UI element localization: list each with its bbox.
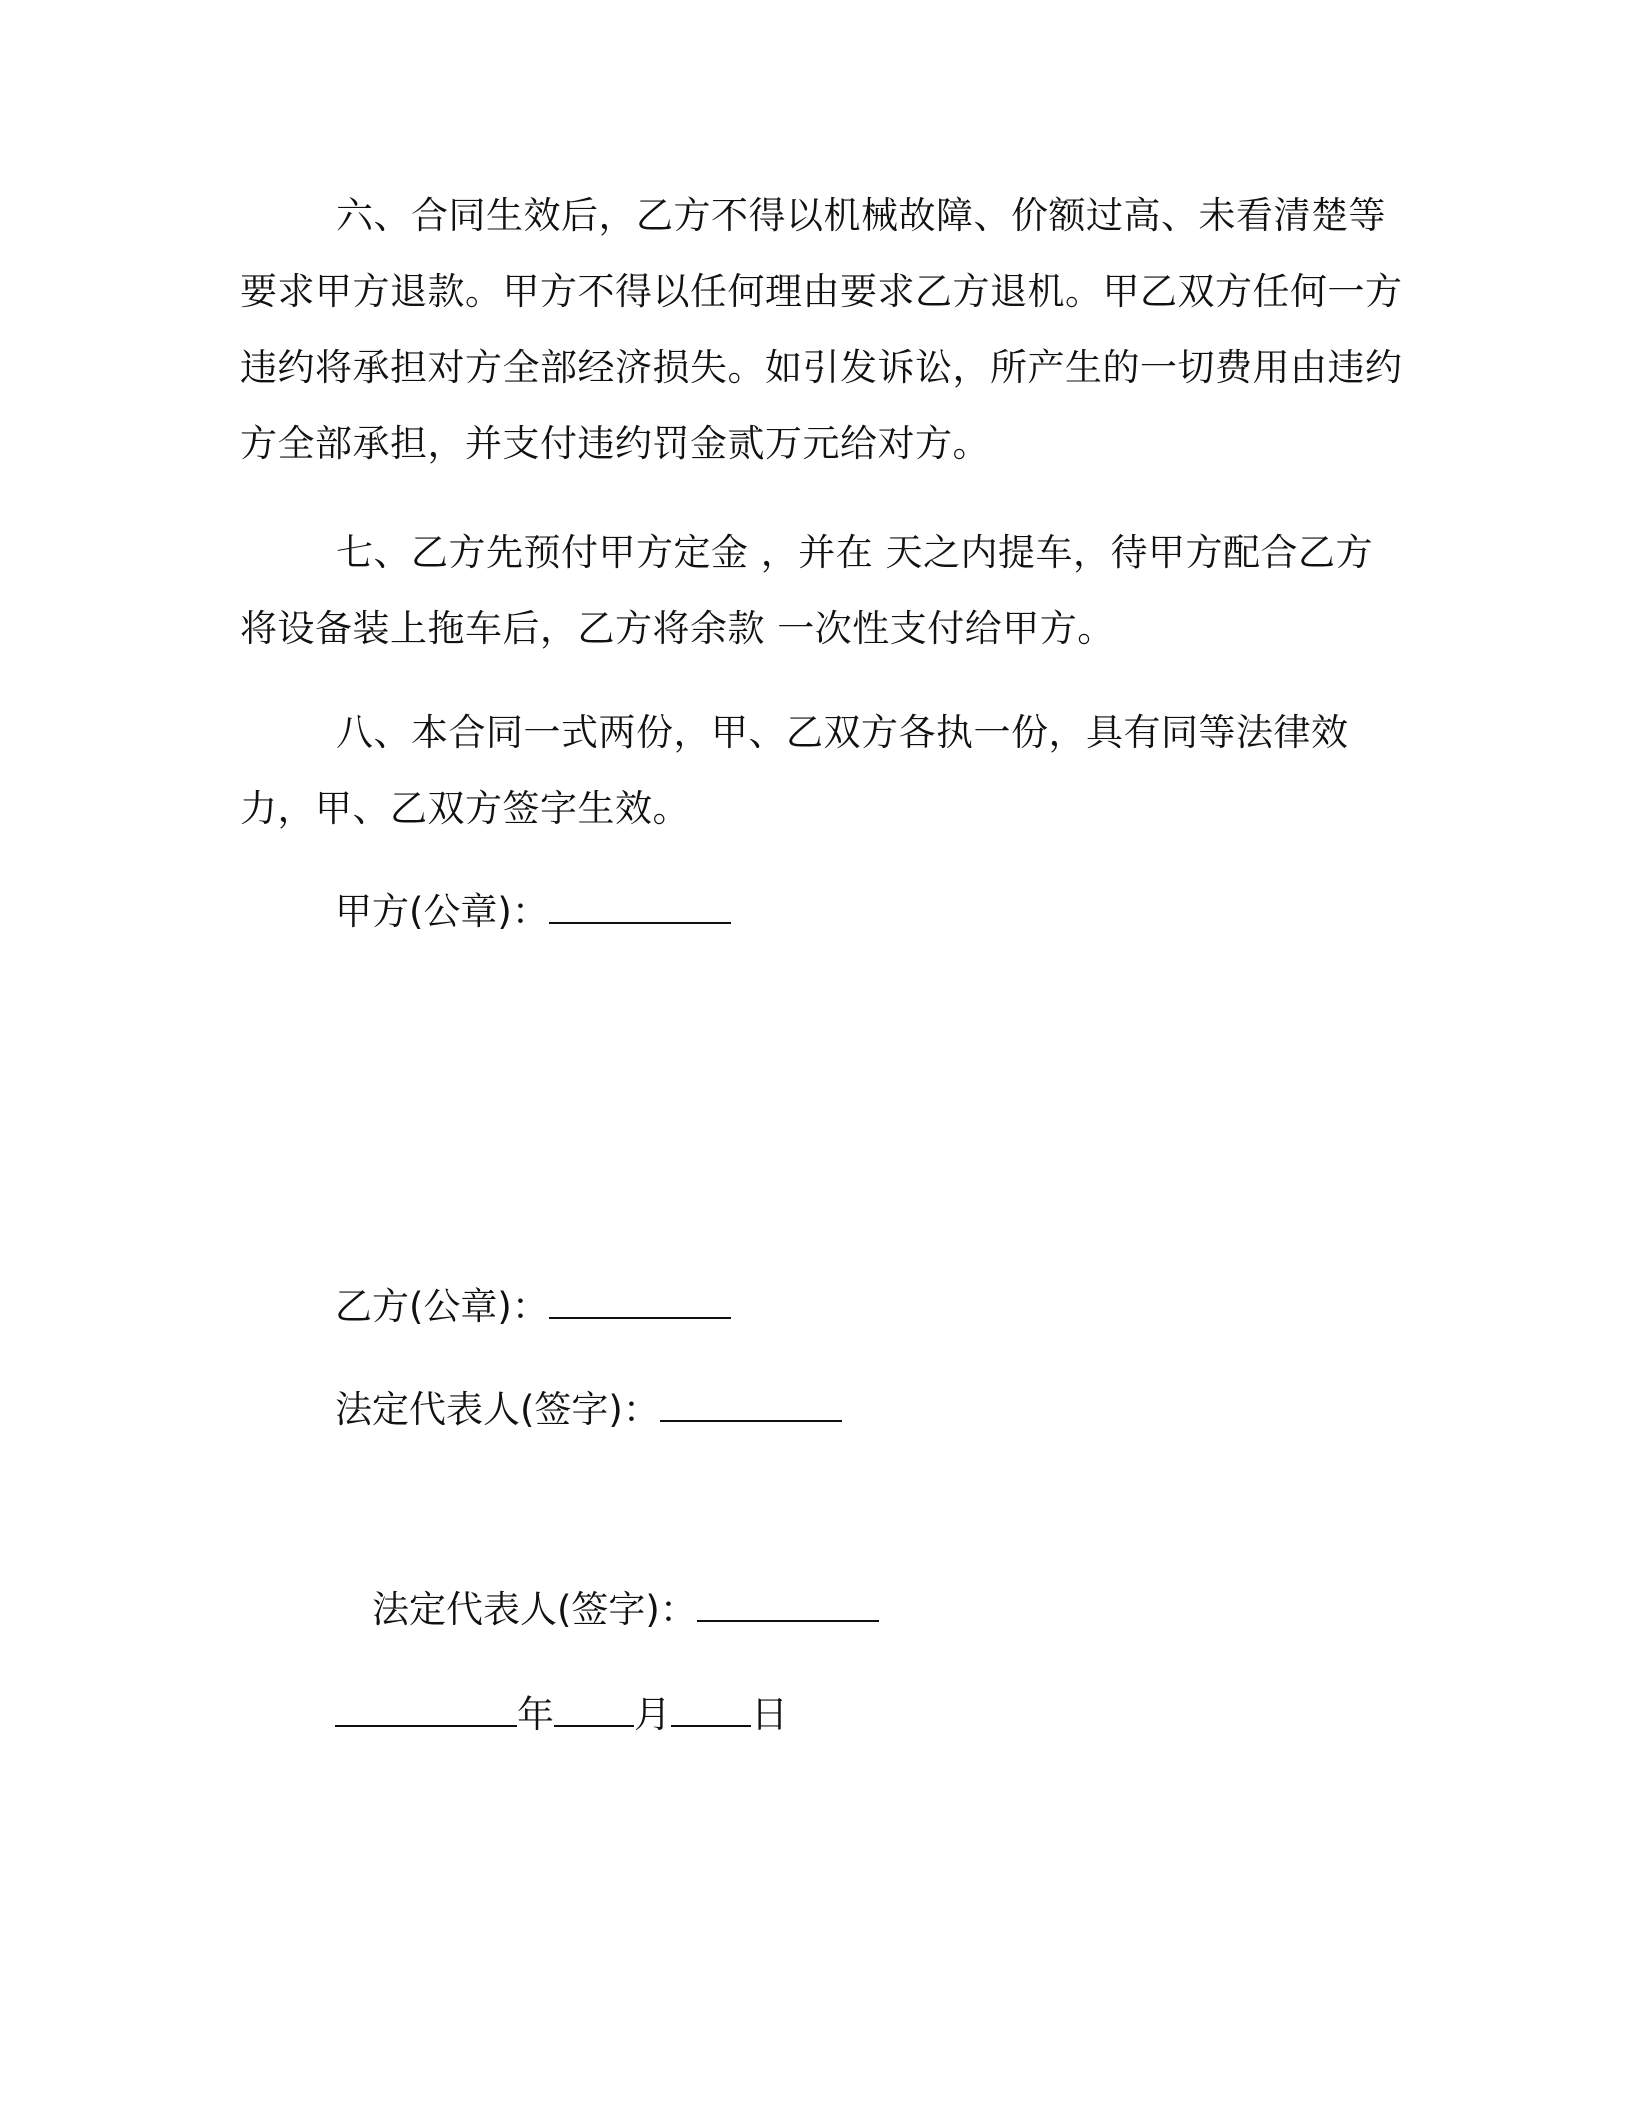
year-blank[interactable] — [335, 1691, 517, 1727]
party-b-seal-blank[interactable] — [549, 1283, 731, 1319]
legal-rep-blank-2[interactable] — [697, 1586, 879, 1622]
party-a-seal-label: 甲方(公章)： — [335, 890, 549, 933]
legal-rep-label-2: 法定代表人(签字)： — [372, 1588, 697, 1631]
month-blank[interactable] — [554, 1691, 634, 1727]
party-a-seal-blank[interactable] — [549, 888, 731, 924]
clause-seven — [240, 515, 1410, 667]
clause-eight — [240, 695, 1410, 847]
year-label: 年 — [517, 1693, 554, 1736]
day-label: 日 — [751, 1693, 788, 1736]
legal-rep-label-1: 法定代表人(签字)： — [335, 1388, 660, 1431]
legal-rep-blank-1[interactable] — [660, 1386, 842, 1422]
party-a-seal-line — [335, 887, 731, 937]
party-b-seal-label: 乙方(公章)： — [335, 1285, 549, 1328]
legal-rep-line-1 — [335, 1385, 842, 1435]
clause-six — [240, 178, 1410, 482]
legal-rep-line-2 — [372, 1585, 879, 1635]
clause-seven-text: 七、乙方先预付甲方定金 ，并在 天之内提车，待甲方配合乙方将设备装上拖车后，乙方将余款 一次性支付给甲方。 — [240, 531, 1374, 650]
month-label: 月 — [634, 1693, 671, 1736]
party-b-seal-line — [335, 1282, 731, 1332]
clause-eight-text: 八、本合同一式两份，甲、乙双方各执一份，具有同等法律效力，甲、乙双方签字生效。 — [240, 711, 1349, 830]
date-line — [335, 1690, 788, 1740]
day-blank[interactable] — [671, 1691, 751, 1727]
clause-six-text: 六、合同生效后，乙方不得以机械故障、价额过高、未看清楚等要求甲方退款。甲方不得以任何理由要求乙方退机。甲乙双方任何一方违约将承担对方全部经济损失。如引发诉讼，所产生的一切费用由违约方全部承担，并支付违约罚金贰万元给对方。 — [240, 194, 1403, 465]
